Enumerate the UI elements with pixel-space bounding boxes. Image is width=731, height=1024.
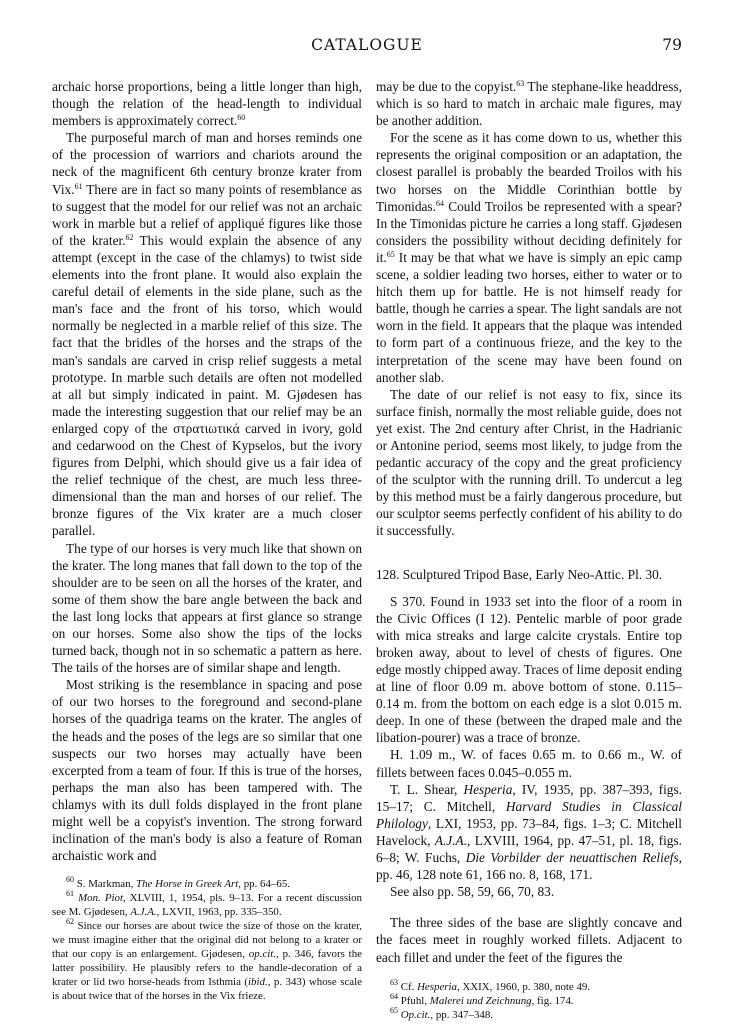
running-header — [52, 36, 682, 58]
paragraph: The date of our relief is not easy to fix, since its surface finish, normally the most reliable guide, does not yet exist. The 2nd century after Christ, in the Hadrianic or Antonine period, seems most likely, to judge from the pedantic accuracy of the copy and the great proficiency of the sculptor with the running drill. To undercut a leg by this method must be a fairly dangerous procedure, but our sculptor seems perfectly confident of his ability to do it successfully. — [376, 386, 682, 539]
left-column — [52, 78, 362, 1003]
footnote: $^{65}$ Op.cit., pp. 347–348. — [390, 1005, 493, 1021]
paragraph: Most striking is the resemblance in spacing and pose of our two horses to the foreground and second-plane horses of the quadriga teams on the krater. The angles of the heads and the poses of the legs are so similar that one suspects our two horses may actually have been excerpted from a team of four. If this is true of the horses, perhaps the man also has been tampered with. The chlamys with its dull folds displayed in the front plane might well be a copyist's invention. The strong forward inclination of the man's body is also a feature of Roman archaistic work and — [52, 677, 362, 864]
footnote-ref: 61 — [74, 181, 83, 191]
running-title: CATALOGUE — [311, 36, 423, 54]
footnote: $^{61}$ Mon. Piot, XLVIII, 1, 1954, pls. 9–13. For a recent discussion see M. Gjødesen, A.J.A., LXVII, 1963, pp. 335–350. — [52, 889, 362, 919]
paragraph: H. 1.09 m., W. of faces 0.65 m. to 0.66 m., W. of fillets between faces 0.045–0.055 m. — [376, 747, 682, 780]
bibliography: T. L. Shear, Hesperia, IV, 1935, pp. 387–393, figs. 15–17; C. Mitchell, Harvard Studies in Classical Philology, LXI, 1953, pp. 73–84, figs. 1–3; C. Mitchell Havelock, A.J.A., LXVIII, 1964, pp. 47–51, pl. 18, figs. 6–8; W. Fuchs, Die Vorbilder der neuattischen Reliefs, pp. 46, 128 note 61, 166 no. 8, 168, 171. — [376, 781, 682, 883]
paragraph: The purposeful march of man and horses reminds one of the procession of warriors and chariots around the neck of the magnificent 6th century bronze krater from Vix.$^{61}$ There are in fact so many points of resemblance as to suggest that the model for our relief was not an archaic work in marble but a relief of appliqué figures like those of the krater.$^{62}$ This would explain the absence of any attempt (except in the case of the chlamys) to twist side elements into the front plane. It would also explain the careful detail of elements in the side plane, such as the man's face and the front of his torso, which would normally be neglected in a marble relief of this size. The fact that the bridles of the horses and the straps of the man's sandals are carved in crisp relief suggests a metal prototype. In marble such details are often not modelled at all but simply indicated in paint. M. Gjødesen has made the interesting suggestion that our relief may be an enlarged copy of the στρατιωτικά carved in ivory, gold and cedarwood on the Chest of Kypselos, but the ivory figures from Delphi, which should give us a fair idea of the relief technique of the chest, are much less three-dimensional than the man and horses of our relief. The bronze figures of the Vix krater are a much closer parallel. — [52, 130, 362, 539]
right-column — [376, 78, 682, 1022]
footnote: $^{63}$ Cf. Hesperia, XXIX, 1960, p. 380, note 49. — [390, 977, 591, 993]
greek-term: στρατιωτικά — [173, 420, 240, 436]
paragraph: For the scene as it has come down to us, whether this represents the original composition or an adaptation, the closest parallel is probably the bearded Troilos with his two horses on the Middle Corinthian bottle by Timonidas.$^{64}$ Could Troilos be represented with a spear? In the Timonidas picture he carries a long staff. Gjødesen considers the possibility without deciding definitely for it.$^{65}$ It may be that what we have is simply an epic camp scene, a soldier leading two horses, either to water or to hitch them up for battle. He is not himself ready for battle, though he carries a spear. The light sandals are not worn in the field. It appears that the plaque was intended to form part of a continuous frieze, and the key to the interpretation of the scene may have been found on another slab. — [376, 130, 682, 385]
cross-reference: See also pp. 58, 59, 66, 70, 83. — [390, 884, 555, 900]
paragraph: archaic horse proportions, being a little longer than high, though the relation of the head-length to individual members is approximately correct.$^{60}$ — [52, 79, 362, 129]
footnotes — [376, 977, 682, 1022]
paragraph: The type of our horses is very much like that shown on the krater. The long manes that fall down to the top of the shoulder are to be seen on all the horses of the krater, and some of them show the bare angle between the back and the last long locks that appears at first glance so strange on our horses. Some also show the tips of the locks turned back, though not in so schematic a pattern as here. The tails of the horses are of similar shape and length. — [52, 540, 362, 676]
footnote-ref: 65 — [386, 249, 395, 259]
footnote-ref: 63 — [516, 79, 525, 88]
paragraph: may be due to the copyist.$^{63}$ The stephane-like headdress, which is so hard to match in archaic male figures, may be another addition. — [376, 79, 682, 129]
footnote: $^{64}$ Pfuhl, Malerei und Zeichnung, fig. 174. — [390, 991, 574, 1007]
footnote-ref: 60 — [237, 113, 246, 123]
paragraph: The three sides of the base are slightly concave and the faces meet in roughly worked fillets. Adjacent to each fillet and under the feet of the figures the — [376, 915, 682, 965]
page-number: 79 — [662, 36, 682, 54]
footnote: $^{62}$ Since our horses are about twice the size of those on the krater, we must imagine either that the original did not belong to a krater or that our copy is an enlargement. Gjødesen, op.cit., p. 346, favors the latter possibility. He plausibly refers to the handle-decoration of a krater or lid two horse-heads from Isthmia (ibid., p. 343) whose scale is about twice that of the horses in the Vix frieze. — [52, 917, 362, 1003]
footnotes — [52, 877, 362, 1003]
footnote-ref: 64 — [435, 198, 444, 208]
footnote-ref: 62 — [125, 232, 134, 242]
paragraph: S 370. Found in 1933 set into the floor of a room in the Civic Offices (I 12). Pentelic marble of poor grade with mica streaks and large calcite crystals. Entire top broken away, about to level of chests of figures. One edge mostly chipped away. Traces of lime deposit ending at line of floor 0.09 m. above bottom of stone. 0.115–0.14 m. from the bottom on each edge is a slot 0.015 m. deep. In one of these (between the draped male and the libation-pourer) was a trace of bronze. — [376, 593, 682, 746]
footnote: $^{60}$ S. Markman, The Horse in Greek Art, pp. 64–65. — [66, 875, 290, 891]
catalogue-entry-heading: 128. Sculptured Tripod Base, Early Neo-Attic. Pl. 30. — [376, 566, 663, 582]
